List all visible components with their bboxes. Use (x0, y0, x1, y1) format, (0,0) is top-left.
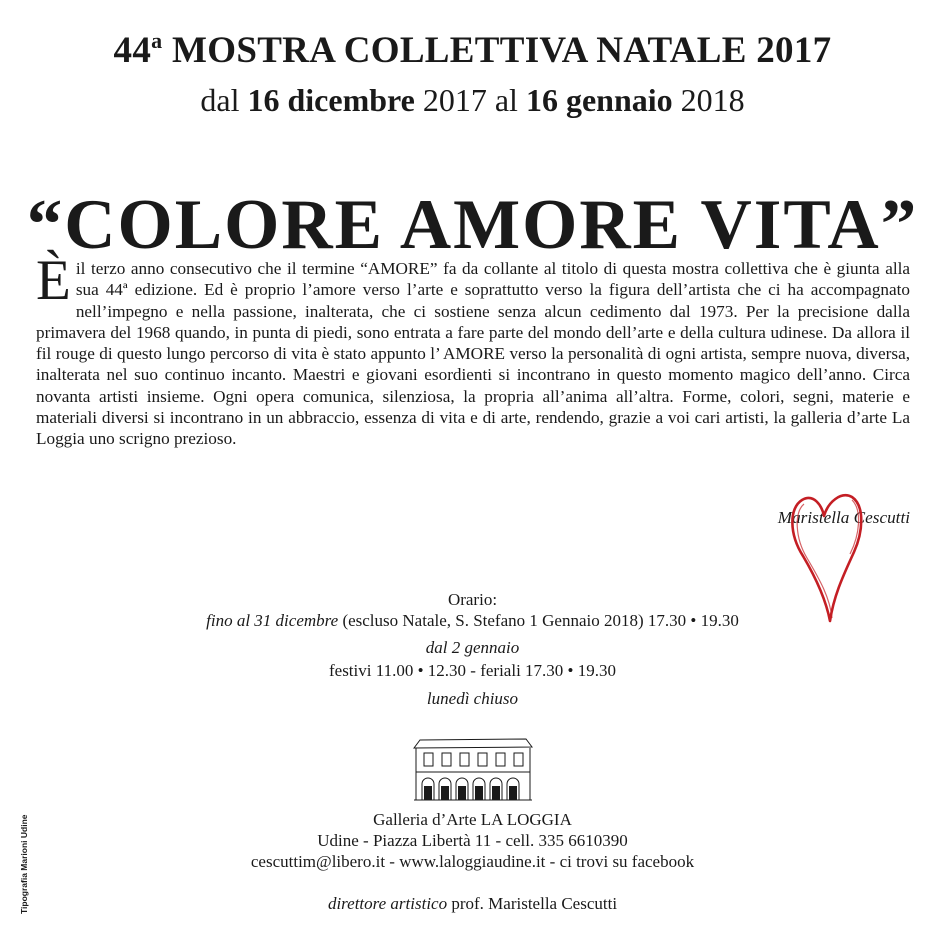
hours-december (0, 611, 945, 631)
dates-from-day: 16 dicembre (247, 82, 415, 118)
edition-ordinal: a (151, 28, 163, 53)
signature: Maristella Cescutti (777, 508, 910, 527)
gallery-building-icon (412, 734, 534, 804)
director-name: prof. Maristella Cescutti (451, 894, 618, 913)
gallery-address: Udine - Piazza Libertà 11 - cell. 335 6610390 (317, 831, 628, 850)
artistic-director (0, 894, 945, 914)
exhibition-title-rest: MOSTRA COLLETTIVA NATALE 2017 (172, 30, 832, 71)
dates-from-prefix: dal (200, 82, 240, 118)
gallery-name: Galleria d’Arte LA LOGGIA (373, 810, 572, 829)
hours-closed-text: lunedì chiuso (426, 689, 519, 708)
director-role: direttore artistico (327, 894, 448, 913)
dates-to-year: 2018 (680, 82, 745, 118)
hours-january-heading (0, 638, 945, 658)
exhibition-dates (0, 82, 945, 119)
hours-december-times: (escluso Natale, S. Stefano 1 Gennaio 2018) 17.30 • 19.30 (342, 611, 739, 630)
main-title: “COLORE AMORE VITA” (26, 186, 919, 264)
body-paragraph (36, 249, 910, 450)
printer-credit: Tipografia Marioni Udine (19, 814, 29, 914)
edition-number: 44 (113, 30, 152, 71)
hours-december-period: fino al 31 dicembre (206, 611, 339, 630)
dates-from-year: 2017 (422, 82, 487, 118)
exhibition-title (0, 28, 945, 72)
gallery-contacts: cescuttim@libero.it - www.laloggiaudine.it - ci trovi su facebook (250, 852, 695, 871)
hours-january-times: festivi 11.00 • 12.30 - feriali 17.30 • 19.30 (328, 661, 616, 680)
hours-heading: Orario: (447, 590, 498, 609)
hours-closed (0, 689, 945, 709)
hours-january-period: dal 2 gennaio (425, 638, 520, 657)
drop-cap: È (36, 249, 71, 312)
dates-to-day: 16 gennaio (525, 82, 673, 118)
dates-connector: al (494, 82, 518, 118)
body-text: il terzo anno consecutivo che il termine “AMORE” fa da collante al titolo di questa mostra collettiva che è giunta alla sua 44ª edizione. Ed è proprio l’amore verso l’arte e soprattutto verso la figura dell’artista che ci ha accompagnato nell’impegno e nella passione, inalterata, che ci sostiene senza alcun cedimento dal 1973. Per la precisione dalla primavera del 1968 quando, in punta di piedi, sono entrata a fare parte del mondo dell’arte e della cultura udinese. Da allora il fil rouge di questo lungo percorso di vita è stato appunto l’ AMORE verso la personalità di ogni artista, sempre nuova, diversa, inalterata nel suo continuo incanto. Maestri e giovani esordienti si incontrano in questo momento magico dell’anno. Circa novanta artisti insieme. Ogni opera comunica, silenziosa, la propria all’anima all’altra. Forme, colori, segni, materie e materiali diversi si incontrano in un abbraccio, essenza di vita e di arte, rendendo, grazie a voi cari artisti, la galleria d’arte La Loggia uno scrigno prezioso. (36, 259, 910, 449)
